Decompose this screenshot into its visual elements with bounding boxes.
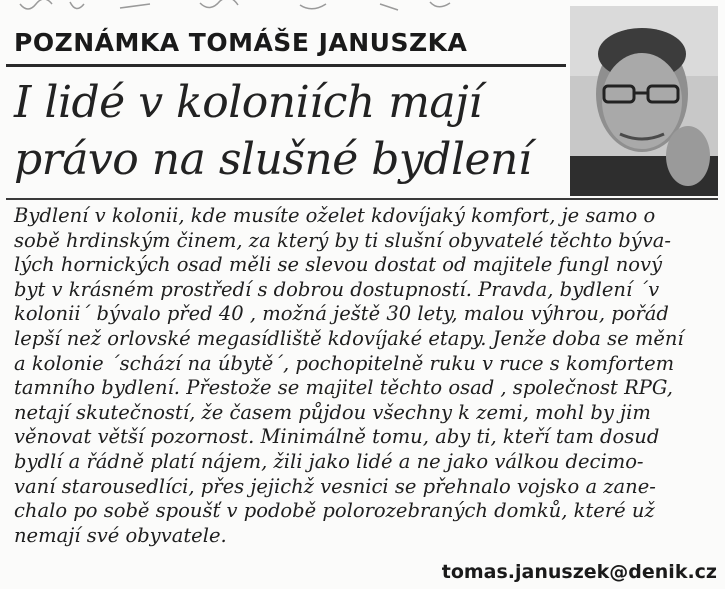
body-line: lepší než orlovské megasídliště kdovíjaké etapy. Jenže doba se mění <box>14 326 684 350</box>
body-line: Bydlení v kolonii, kde musíte oželet kdovíjaký komfort, je samo o <box>14 204 656 227</box>
author-email: tomas.januszek@denik.cz <box>441 561 717 583</box>
body-line: lých hornických osad měli se slevou dostat od majitele fungl nový <box>14 253 663 277</box>
article-body <box>14 204 722 548</box>
body-line: tamního bydlení. Přestože se majitel těchto osad , společnost RPG, <box>14 376 673 400</box>
body-line: bydlí a řádně platí nájem, žili jako lidé a ne jako válkou decimo- <box>14 449 644 473</box>
author-portrait-photo <box>570 6 718 196</box>
body-line: kolonii´ bývalo před 40 , možná ještě 30 lety, malou výhrou, pořád <box>14 302 669 326</box>
body-line: byt v krásném prostředí s dobrou dostupností. Pravda, bydlení ´v <box>14 277 660 301</box>
body-line: chalo po sobě spoušť v podobě polorozebraných domků, které už <box>14 499 655 523</box>
body-line: a kolonie ´schází na úbytě´, pochopitelně ruku v ruce s komfortem <box>14 351 675 375</box>
column-label: POZNÁMKA TOMÁŠE JANUSZKA <box>14 28 468 57</box>
handwritten-scribble <box>0 0 560 18</box>
body-line: netají skutečností, že časem půjdou všechny k zemi, mohl by jim <box>14 400 651 424</box>
headline <box>14 74 554 188</box>
headline-line-2: právo na slušné bydlení <box>14 134 532 185</box>
body-line: věnovat větší pozornost. Minimálně tomu, aby ti, kteří tam dosud <box>14 425 660 449</box>
header-rule <box>6 64 566 67</box>
body-line: sobě hrdinským činem, za který by ti slušní obyvatelé těchto býva- <box>14 228 671 252</box>
divider-rule <box>6 198 718 200</box>
body-line: nemají své obyvatele. <box>14 523 227 547</box>
body-line: vaní starousedlíci, přes jejichž vesnici se přehnalo vojsko a zane- <box>14 474 656 498</box>
headline-line-1: I lidé v koloniích mají <box>14 77 482 128</box>
